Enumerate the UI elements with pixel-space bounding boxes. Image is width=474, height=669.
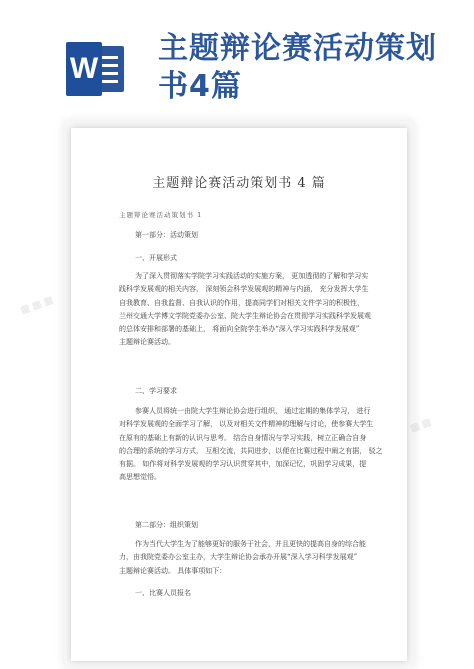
paragraph-line: 高思想觉悟。: [119, 473, 161, 482]
paragraph-line: 践科学发展观的相关内容， 深刻领会科学发展观的精神与内涵， 充分发挥大学生: [119, 285, 369, 294]
paragraph-line: 有据。 如作将对科学发展观的学习认识贯穿其中，加深记忆，巩固学习成果，提: [119, 460, 367, 469]
paragraph-line: 主题辩论赛活动。 具体事项如下：: [119, 566, 227, 575]
word-icon-letter: W: [66, 42, 102, 96]
watermark: ▦ ▦: [408, 416, 433, 435]
paragraph-line: 参赛人员将统一由院大学生辩论协会进行组织， 通过定期的集体学习， 进行: [135, 407, 371, 415]
paragraph-line: 作为当代大学生为了能够更好的服务于社会，并且更快的提高自身的综合能: [135, 540, 366, 548]
section-heading: 二、学习要求: [135, 387, 177, 395]
section-heading: 一、开展形式: [135, 254, 177, 262]
paragraph-line: 兰州交通大学博文学院党委办公室、院大学生辩论协会在贯彻学习实践科学发展观: [119, 311, 371, 320]
paragraph-line: 的总体安排和部署的基础上， 将面向全院学生举办“深入学习实践科学发展观”: [119, 325, 360, 334]
paragraph-line: 自我教育、自我监督、自我认识的作用，提高同学们对相关文件学习的积极性，: [119, 298, 364, 307]
paragraph-3: [119, 538, 366, 578]
paragraph-2: [119, 405, 383, 485]
watermark: ▦ ▦ ▦: [19, 294, 55, 317]
paragraph-1: [119, 270, 371, 350]
paragraph-line: 主题辩论赛活动。: [119, 338, 175, 347]
document-subheading: 主题辩论赛活动策划书 1: [119, 211, 203, 219]
document-page: [71, 128, 407, 661]
paragraph-line: 对科学发展观的全面学习了解， 以及对相关文件精神的理解与讨论，使参赛大学生: [119, 420, 374, 429]
paragraph-line: 为了深入贯彻落实学院学习实践活动的实施方案， 更加透彻的了解和学习实: [135, 272, 369, 280]
word-document-icon: [66, 42, 126, 96]
paragraph-line: 在原有的基础上有新的认识与思考。 结合自身情况与学习实践，树立正确合自身: [119, 433, 367, 442]
part-heading: 第一部分：活动策划: [135, 231, 198, 239]
paragraph-line: 的合理的系统的学习方式， 互相交流，共同进步，以便在比赛过程中阐之有据， 驳之: [119, 446, 383, 455]
paragraph-line: 力，由我院党委办公室主办，大学生辩论协会承办开展“深入学习科学发展观”: [119, 553, 358, 562]
part-heading: 第二部分：组织策划: [135, 521, 198, 529]
page-title: 主题辩论赛活动策划书4篇: [158, 31, 437, 104]
section-heading: 一、比赛人员报名: [135, 589, 191, 597]
document-title: 主题辩论赛活动策划书 4 篇: [152, 176, 326, 191]
